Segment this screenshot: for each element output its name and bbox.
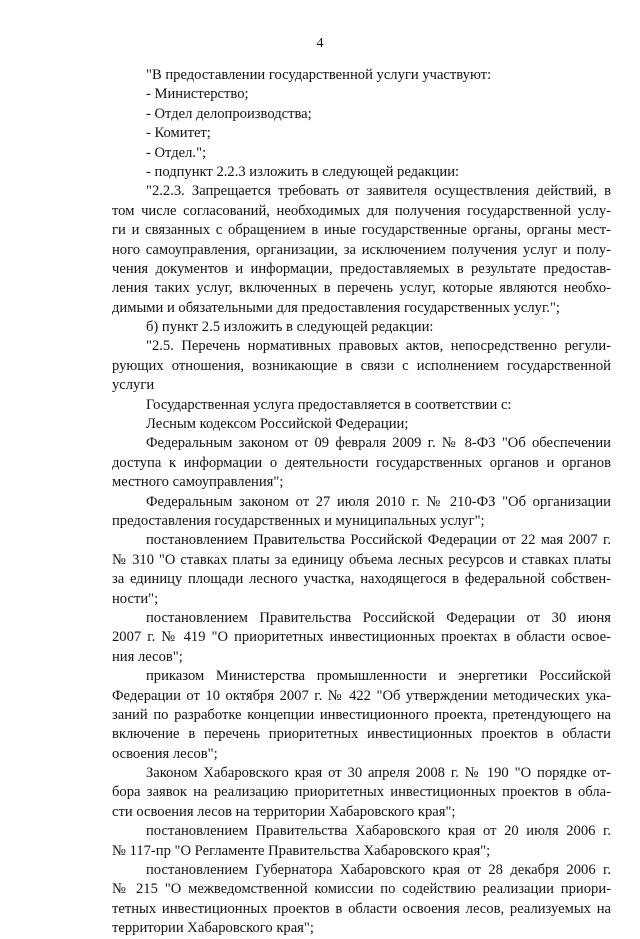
text-line: Государственная услуга предоставляется в соответствии с:: [146, 396, 512, 413]
text-line: предоставления государственных и муниципальных услуг";: [112, 512, 485, 529]
text-line: постановлением Правительства Хабаровского края от 20 июля 2006 г.: [146, 823, 611, 840]
text-line: заний по разработке концепции инвестиционного проекта, претендующего на: [112, 706, 611, 723]
text-line: тетных инвестиционных проектов в области освоения лесов, реализуемых на: [112, 900, 611, 917]
text-line: ного самоуправления, организации, за исключением получения услуг и полу-: [112, 241, 611, 258]
text-line: димыми и обязательными для предоставления государственных услуг.";: [112, 299, 560, 316]
text-line: Лесным кодексом Российской Федерации;: [146, 416, 409, 433]
text-line: ги и связанных с обращением в иные государственные органы, органы мест-: [112, 222, 611, 239]
text-line: - подпункт 2.2.3 изложить в следующей редакции:: [146, 163, 460, 180]
text-line: постановлением Губернатора Хабаровского края от 28 декабря 2006 г.: [146, 862, 611, 879]
body-text: [112, 66, 611, 939]
text-line: том числе согласований, необходимых для получения государственной услу-: [112, 202, 611, 219]
text-line: - Комитет;: [146, 125, 211, 142]
text-line: постановлением Правительства Российской Федерации от 22 мая 2007 г.: [146, 532, 611, 549]
text-line: - Отдел.";: [146, 144, 207, 161]
text-line: сти освоения лесов на территории Хабаровского края";: [112, 803, 456, 820]
text-line: "В предоставлении государственной услуги участвуют:: [146, 67, 492, 83]
text-line: бора заявок на реализацию приоритетных инвестиционных проектов в обла-: [112, 784, 611, 801]
text-line: включение в перечень приоритетных инвестиционных проектов в области: [112, 726, 611, 743]
text-line: б) пункт 2.5 изложить в следующей редакции:: [146, 319, 434, 336]
text-line: приказом Министерства промышленности и энергетики Российской: [146, 668, 611, 685]
page-number: 4: [316, 36, 324, 51]
text-line: - Отдел делопроизводства;: [146, 105, 312, 122]
text-line: территории Хабаровского края";: [112, 920, 314, 937]
text-line: 2007 г. № 419 "О приоритетных инвестиционных проектах в области освое-: [112, 629, 611, 646]
text-line: услуги: [112, 377, 155, 394]
text-line: Федерации от 10 октября 2007 г. № 422 "Об утверждении методических ука-: [112, 687, 611, 704]
text-line: "2.5. Перечень нормативных правовых актов, непосредственно регули-: [146, 338, 611, 355]
text-line: "2.2.3. Запрещается требовать от заявителя осуществления действий, в: [146, 183, 611, 200]
text-line: Федеральным законом от 09 февраля 2009 г. № 8-ФЗ "Об обеспечении: [146, 435, 611, 452]
text-line: № 215 "О межведомственной комиссии по содействию реализации приори-: [112, 881, 611, 898]
text-line: освоения лесов";: [112, 745, 218, 762]
text-line: ления таких услуг, включенных в перечень услуг, которые являются необхо-: [112, 280, 611, 297]
text-line: ности";: [112, 590, 159, 607]
text-line: за единицу площади лесного участка, находящегося в федеральной собствен-: [112, 571, 611, 588]
text-line: № 310 "О ставках платы за единицу объема лесных ресурсов и ставках платы: [112, 551, 611, 568]
text-line: - Министерство;: [146, 86, 249, 103]
text-line: Федеральным законом от 27 июля 2010 г. № 210-ФЗ "Об организации: [146, 493, 611, 510]
text-line: местного самоуправления";: [112, 474, 284, 491]
text-line: ния лесов";: [112, 648, 183, 665]
text-line: чения документов и информации, предоставляемых в результате предостав-: [112, 260, 611, 277]
text-line: Законом Хабаровского края от 30 апреля 2008 г. № 190 "О порядке от-: [146, 765, 611, 782]
text-line: рующих отношения, возникающие в связи с исполнением государственной: [112, 357, 611, 374]
text-line: № 117-пр "О Регламенте Правительства Хабаровского края";: [112, 842, 491, 859]
text-line: постановлением Правительства Российской Федерации от 30 июня: [146, 609, 611, 626]
text-line: доступа к информации о деятельности государственных органов и органов: [112, 454, 611, 471]
